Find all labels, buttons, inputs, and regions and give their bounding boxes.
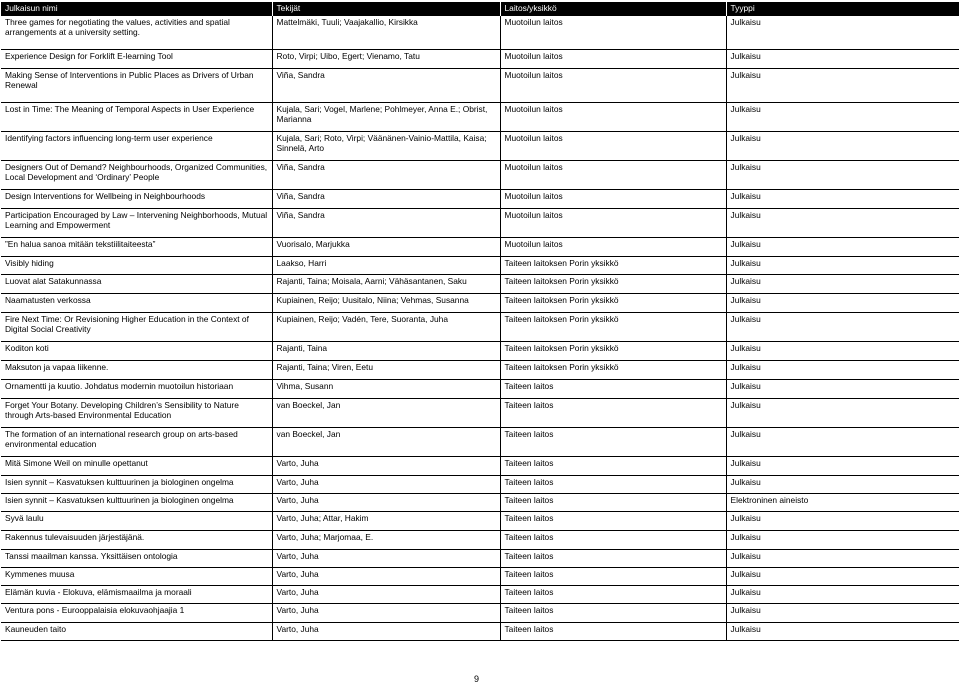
header-unit: Laitos/yksikkö [500,2,726,16]
table-row [1,361,959,380]
publication-authors: Kupiainen, Reijo; Uusitalo, Niina; Vehmas, Susanna [272,294,500,313]
table-row [1,238,959,257]
publication-title: Syvä laulu [1,512,272,531]
publication-title: Forget Your Botany. Developing Children’s Sensibility to Nature through Arts-based Environmental Education [1,399,272,428]
publication-unit: Taiteen laitos [500,380,726,399]
publication-unit: Taiteen laitos [500,494,726,512]
publication-title: Design Interventions for Wellbeing in Neighbourhoods [1,190,272,209]
table-row [1,161,959,190]
publication-type: Elektroninen aineisto [726,494,959,512]
publication-unit: Taiteen laitoksen Porin yksikkö [500,275,726,294]
publication-authors: Viña, Sandra [272,190,500,209]
publication-authors: Varto, Juha [272,586,500,604]
publication-authors: Rajanti, Taina [272,342,500,361]
table-row [1,257,959,275]
publication-title: Luovat alat Satakunnassa [1,275,272,294]
table-row [1,586,959,604]
publication-title: Ventura pons - Eurooppalaisia elokuvaohjaajia 1 [1,604,272,623]
publication-title: Lost in Time: The Meaning of Temporal Aspects in User Experience [1,103,272,132]
publication-type: Julkaisu [726,50,959,69]
publication-unit: Muotoilun laitos [500,69,726,103]
publication-authors: Viña, Sandra [272,209,500,238]
publication-authors: Kupiainen, Reijo; Vadén, Tere, Suoranta, Juha [272,313,500,342]
publication-unit: Muotoilun laitos [500,103,726,132]
publication-type: Julkaisu [726,380,959,399]
table-row [1,209,959,238]
publication-authors: Mattelmäki, Tuuli; Vaajakallio, Kirsikka [272,16,500,50]
publication-authors: van Boeckel, Jan [272,399,500,428]
publication-unit: Taiteen laitoksen Porin yksikkö [500,313,726,342]
publication-type: Julkaisu [726,428,959,457]
table-row [1,531,959,550]
publication-title: Designers Out of Demand? Neighbourhoods, Organized Communities, Local Development and ‘Ordinary’ People [1,161,272,190]
table-row [1,604,959,623]
publication-type: Julkaisu [726,238,959,257]
publication-unit: Taiteen laitos [500,531,726,550]
publication-title: Ornamentti ja kuutio. Johdatus modernin muotoilun historiaan [1,380,272,399]
table-row [1,399,959,428]
publication-title: Elämän kuvia - Elokuva, elämismaailma ja moraali [1,586,272,604]
publication-authors: Varto, Juha [272,623,500,641]
publication-unit: Taiteen laitoksen Porin yksikkö [500,257,726,275]
publication-unit: Taiteen laitos [500,428,726,457]
publication-title: Tanssi maailman kanssa. Yksittäisen ontologia [1,550,272,568]
publication-type: Julkaisu [726,103,959,132]
table-row [1,380,959,399]
publication-unit: Taiteen laitos [500,476,726,494]
publication-unit: Taiteen laitos [500,512,726,531]
page-number: 9 [474,674,480,684]
publication-title: Maksuton ja vapaa liikenne. [1,361,272,380]
publication-authors: Varto, Juha [272,476,500,494]
publication-authors: Viña, Sandra [272,161,500,190]
publication-title: Three games for negotiating the values, activities and spatial arrangements at a university setting. [1,16,272,50]
publication-unit: Taiteen laitos [500,399,726,428]
publication-type: Julkaisu [726,69,959,103]
publication-authors: Varto, Juha [272,494,500,512]
table-row [1,69,959,103]
publication-authors: Rajanti, Taina; Moisala, Aarni; Vähäsantanen, Saku [272,275,500,294]
table-row [1,550,959,568]
publication-authors: Kujala, Sari; Vogel, Marlene; Pohlmeyer, Anna E.; Obrist, Marianna [272,103,500,132]
publication-unit: Taiteen laitos [500,550,726,568]
publication-type: Julkaisu [726,190,959,209]
publication-unit: Taiteen laitos [500,568,726,586]
publication-type: Julkaisu [726,161,959,190]
publication-type: Julkaisu [726,313,959,342]
table-row [1,50,959,69]
publication-unit: Muotoilun laitos [500,50,726,69]
publication-authors: Rajanti, Taina; Viren, Eetu [272,361,500,380]
publication-type: Julkaisu [726,457,959,476]
publication-authors: Varto, Juha [272,550,500,568]
publication-authors: Vihma, Susann [272,380,500,399]
publication-title: Isien synnit – Kasvatuksen kulttuurinen ja biologinen ongelma [1,494,272,512]
publication-authors: Roto, Virpi; Uibo, Egert; Vienamo, Tatu [272,50,500,69]
publication-type: Julkaisu [726,399,959,428]
publication-authors: Varto, Juha; Marjomaa, E. [272,531,500,550]
publication-title: Visibly hiding [1,257,272,275]
publication-title: Kauneuden taito [1,623,272,641]
table-header-row [1,2,959,16]
publication-type: Julkaisu [726,568,959,586]
publication-unit: Muotoilun laitos [500,209,726,238]
publication-type: Julkaisu [726,476,959,494]
publication-authors: Varto, Juha [272,568,500,586]
table-row [1,342,959,361]
publication-type: Julkaisu [726,512,959,531]
publication-unit: Muotoilun laitos [500,132,726,161]
publication-title: ”En halua sanoa mitään tekstiilitaiteesta” [1,238,272,257]
table-row [1,190,959,209]
publication-type: Julkaisu [726,257,959,275]
publication-authors: Kujala, Sari; Roto, Virpi; Väänänen-Vainio-Mattila, Kaisa; Sinnelä, Arto [272,132,500,161]
publication-title: Koditon koti [1,342,272,361]
table-row [1,457,959,476]
publication-title: The formation of an international research group on arts-based environmental education [1,428,272,457]
table-row [1,494,959,512]
publication-type: Julkaisu [726,550,959,568]
publication-title: Experience Design for Forklift E-learning Tool [1,50,272,69]
publication-unit: Taiteen laitos [500,586,726,604]
publication-authors: Laakso, Harri [272,257,500,275]
table-row [1,623,959,641]
publication-type: Julkaisu [726,342,959,361]
publication-unit: Taiteen laitoksen Porin yksikkö [500,361,726,380]
publication-unit: Muotoilun laitos [500,16,726,50]
publication-title: Identifying factors influencing long-term user experience [1,132,272,161]
publication-type: Julkaisu [726,623,959,641]
publication-title: Participation Encouraged by Law – Intervening Neighborhoods, Mutual Learning and Empowerment [1,209,272,238]
header-authors: Tekijät [272,2,500,16]
publication-title: Isien synnit – Kasvatuksen kulttuurinen ja biologinen ongelma [1,476,272,494]
publication-title: Making Sense of Interventions in Public Places as Drivers of Urban Renewal [1,69,272,103]
publication-type: Julkaisu [726,132,959,161]
publication-title: Fire Next Time: Or Revisioning Higher Education in the Context of Digital Social Creativity [1,313,272,342]
publication-unit: Taiteen laitoksen Porin yksikkö [500,342,726,361]
table-row [1,103,959,132]
table-row [1,512,959,531]
header-type: Tyyppi [726,2,959,16]
publication-authors: Viña, Sandra [272,69,500,103]
publication-type: Julkaisu [726,294,959,313]
publication-type: Julkaisu [726,16,959,50]
publication-authors: Vuorisalo, Marjukka [272,238,500,257]
publication-title: Mitä Simone Weil on minulle opettanut [1,457,272,476]
publication-authors: Varto, Juha [272,457,500,476]
publication-type: Julkaisu [726,275,959,294]
table-row [1,132,959,161]
table-row [1,275,959,294]
publication-authors: Varto, Juha; Attar, Hakim [272,512,500,531]
publication-unit: Taiteen laitoksen Porin yksikkö [500,294,726,313]
publication-unit: Muotoilun laitos [500,238,726,257]
publication-unit: Taiteen laitos [500,457,726,476]
publication-authors: Varto, Juha [272,604,500,623]
table-row [1,294,959,313]
publications-table [1,2,959,641]
table-row [1,568,959,586]
publication-type: Julkaisu [726,604,959,623]
publication-type: Julkaisu [726,361,959,380]
table-body [1,16,959,641]
publication-title: Rakennus tulevaisuuden järjestäjänä. [1,531,272,550]
table-row [1,313,959,342]
publication-type: Julkaisu [726,531,959,550]
publication-title: Naamatusten verkossa [1,294,272,313]
publication-type: Julkaisu [726,586,959,604]
table-row [1,428,959,457]
publication-unit: Taiteen laitos [500,623,726,641]
table-row [1,476,959,494]
publication-authors: van Boeckel, Jan [272,428,500,457]
publication-unit: Muotoilun laitos [500,161,726,190]
table-row [1,16,959,50]
publication-title: Kymmenes muusa [1,568,272,586]
header-title: Julkaisun nimi [1,2,272,16]
publication-unit: Taiteen laitos [500,604,726,623]
publication-unit: Muotoilun laitos [500,190,726,209]
publication-type: Julkaisu [726,209,959,238]
